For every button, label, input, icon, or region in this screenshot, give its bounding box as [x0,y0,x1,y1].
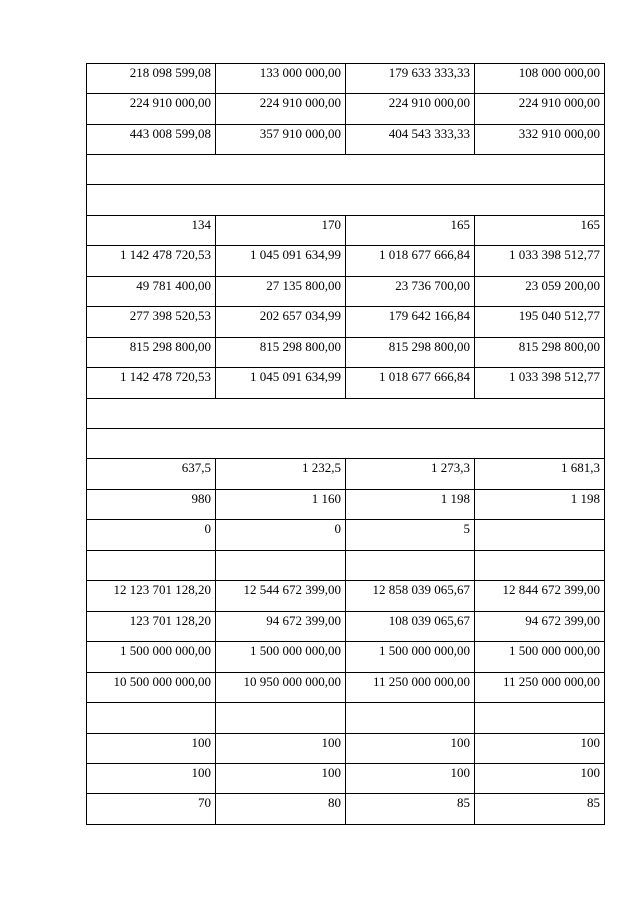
table-cell: 12 123 701 128,20 [87,581,216,612]
table-cell: 165 [475,216,605,246]
table-cell: 815 298 800,00 [475,338,605,368]
table-cell: 23 059 200,00 [475,277,605,307]
merged-empty-cell [87,399,605,429]
table-cell: 133 000 000,00 [216,64,346,94]
table-cell [216,703,346,734]
table-row [87,216,605,246]
table-cell: 202 657 034,99 [216,307,346,338]
table-cell: 49 781 400,00 [87,277,216,307]
table-cell: 12 544 672 399,00 [216,581,346,612]
section-spacer-row [87,399,605,429]
table-cell: 218 098 599,08 [87,64,216,94]
table-cell: 1 500 000 000,00 [87,642,216,673]
table-row [87,551,605,581]
table-cell: 100 [475,764,605,794]
table-cell: 12 844 672 399,00 [475,581,605,612]
table-cell: 100 [346,764,475,794]
table-row [87,734,605,764]
table-cell: 1 681,3 [475,459,605,490]
table-cell: 277 398 520,53 [87,307,216,338]
table-row [87,307,605,338]
table-row [87,338,605,368]
table-cell: 0 [87,520,216,551]
table-cell: 11 250 000 000,00 [346,673,475,703]
table-cell: 100 [87,734,216,764]
section-spacer-row [87,429,605,459]
table-row [87,94,605,125]
table-cell: 637,5 [87,459,216,490]
table-cell: 1 142 478 720,53 [87,368,216,399]
table-cell: 100 [216,764,346,794]
table-cell: 179 633 333,33 [346,64,475,94]
table-cell: 100 [346,734,475,764]
table-cell: 85 [475,794,605,825]
table-cell: 1 198 [346,490,475,520]
table-cell: 123 701 128,20 [87,612,216,642]
table-cell [346,703,475,734]
table-cell [475,551,605,581]
table-cell: 1 018 677 666,84 [346,368,475,399]
table-cell: 815 298 800,00 [87,338,216,368]
table-cell: 94 672 399,00 [475,612,605,642]
financial-table [86,63,605,825]
table-cell: 1 500 000 000,00 [216,642,346,673]
table-cell: 195 040 512,77 [475,307,605,338]
table-row [87,64,605,94]
table-cell [216,551,346,581]
table-cell: 10 950 000 000,00 [216,673,346,703]
table-cell: 1 232,5 [216,459,346,490]
table-cell: 1 273,3 [346,459,475,490]
table-cell: 12 858 039 065,67 [346,581,475,612]
table-cell: 357 910 000,00 [216,125,346,155]
table-cell: 1 045 091 634,99 [216,368,346,399]
table-row [87,368,605,399]
table-cell: 1 500 000 000,00 [475,642,605,673]
table-cell: 1 033 398 512,77 [475,246,605,277]
table-cell: 11 250 000 000,00 [475,673,605,703]
table-cell: 1 160 [216,490,346,520]
table-cell: 815 298 800,00 [216,338,346,368]
table-cell: 815 298 800,00 [346,338,475,368]
table-cell: 170 [216,216,346,246]
merged-empty-cell [87,429,605,459]
table-cell [87,703,216,734]
table-row [87,703,605,734]
table-cell: 100 [475,734,605,764]
table-cell: 80 [216,794,346,825]
table-cell: 134 [87,216,216,246]
merged-empty-cell [87,155,605,185]
table-cell [475,520,605,551]
table-cell: 23 736 700,00 [346,277,475,307]
table-cell: 100 [87,764,216,794]
table-cell: 404 543 333,33 [346,125,475,155]
table-cell: 1 142 478 720,53 [87,246,216,277]
table-cell: 179 642 166,84 [346,307,475,338]
table-cell: 224 910 000,00 [346,94,475,125]
table-cell: 100 [216,734,346,764]
table-row [87,490,605,520]
table-row [87,125,605,155]
table-cell: 224 910 000,00 [475,94,605,125]
section-spacer-row [87,155,605,185]
table-cell [87,551,216,581]
table-cell [346,551,475,581]
table-cell: 108 039 065,67 [346,612,475,642]
merged-empty-cell [87,185,605,216]
table-row [87,246,605,277]
table-row [87,277,605,307]
table-cell: 70 [87,794,216,825]
table-cell: 1 045 091 634,99 [216,246,346,277]
table-row [87,459,605,490]
table-cell [475,703,605,734]
table-row [87,520,605,551]
table-cell: 94 672 399,00 [216,612,346,642]
section-spacer-row [87,185,605,216]
table-cell: 0 [216,520,346,551]
table-cell: 1 033 398 512,77 [475,368,605,399]
table-cell: 1 198 [475,490,605,520]
table-row [87,794,605,825]
table-cell: 332 910 000,00 [475,125,605,155]
table-body [87,64,605,825]
table-cell: 108 000 000,00 [475,64,605,94]
table-cell: 980 [87,490,216,520]
table-cell: 85 [346,794,475,825]
table-row [87,612,605,642]
table-cell: 443 008 599,08 [87,125,216,155]
table-row [87,642,605,673]
table-row [87,581,605,612]
table-cell: 1 500 000 000,00 [346,642,475,673]
table-cell: 1 018 677 666,84 [346,246,475,277]
table-cell: 10 500 000 000,00 [87,673,216,703]
table-cell: 27 135 800,00 [216,277,346,307]
table-row [87,673,605,703]
table-row [87,764,605,794]
table-cell: 224 910 000,00 [87,94,216,125]
table-cell: 224 910 000,00 [216,94,346,125]
table-cell: 5 [346,520,475,551]
table-cell: 165 [346,216,475,246]
financial-table-page [86,63,604,825]
